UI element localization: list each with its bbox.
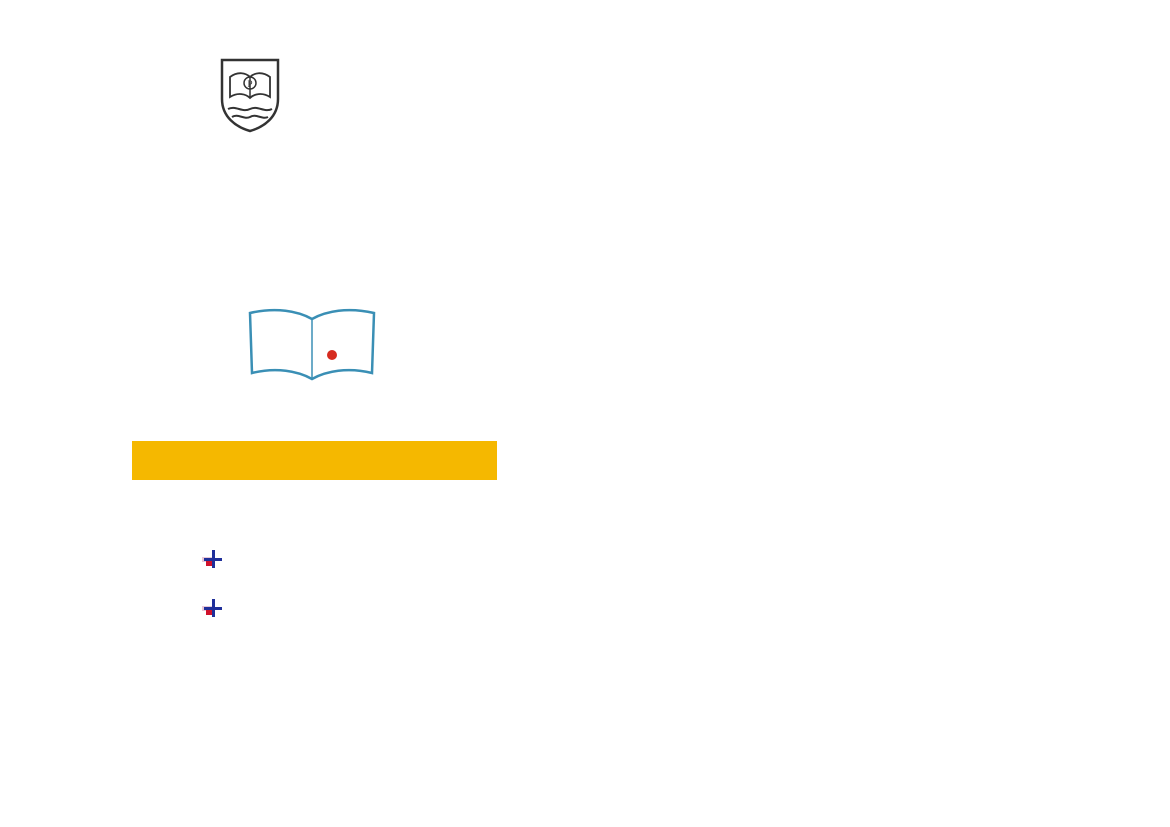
library-logo	[218, 57, 388, 133]
cross-bullet-icon	[200, 597, 224, 619]
bullet-3-6-anni	[200, 597, 227, 619]
apple-icon	[327, 350, 337, 360]
voce-delle-storie-logo	[246, 307, 378, 383]
open-book-icon	[246, 307, 378, 383]
bullet-0-36-mesi	[200, 548, 227, 570]
library-shield-icon	[218, 57, 284, 133]
title-highlight	[132, 441, 497, 480]
svg-text:P: P	[247, 79, 253, 89]
cross-bullet-icon	[200, 548, 224, 570]
